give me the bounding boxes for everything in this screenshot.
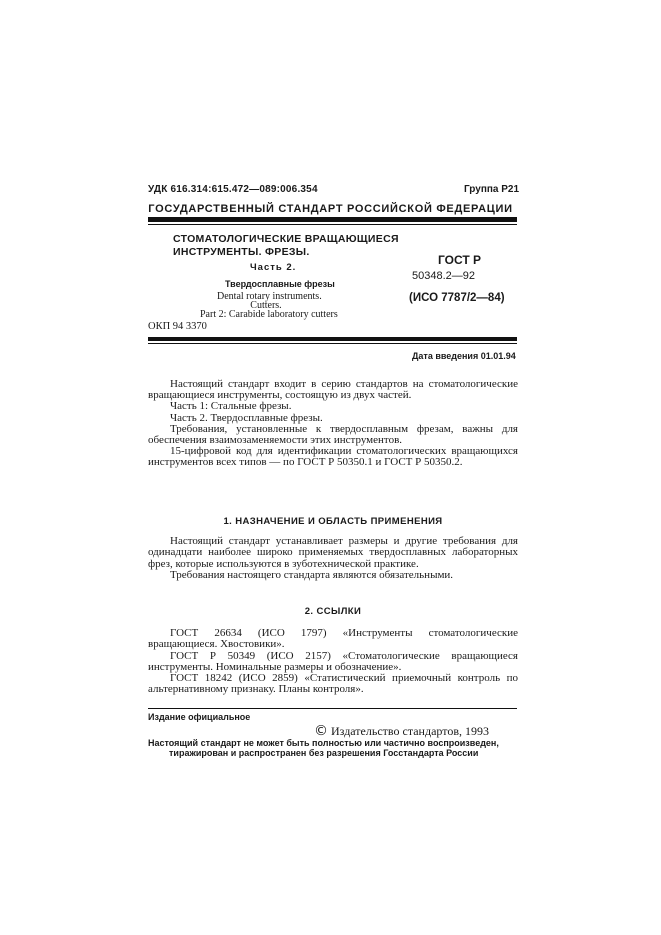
english-title-2: Cutters.	[250, 300, 282, 311]
intro-paragraph: Требования, установленные к твердосплавным фрезам, важны для обеспечения взаимозаменяемости этих инструментов.	[148, 422, 518, 447]
copyright-icon: ©	[314, 723, 328, 739]
title-line-1: СТОМАТОЛОГИЧЕСКИЕ ВРАЩАЮЩИЕСЯ	[173, 233, 399, 245]
introduction-date: Дата введения 01.01.94	[412, 351, 516, 361]
section-2	[148, 606, 518, 695]
bottom-rule-thin	[148, 343, 517, 344]
group-code: Группа Р21	[464, 184, 520, 195]
bottom-rule-thick	[148, 337, 517, 341]
section-1	[148, 516, 518, 581]
official-edition-label: Издание официальное	[148, 712, 251, 722]
section-1-paragraph: Настоящий стандарт устанавливает размеры и другие требования для одинадцати наиболее широко применяемых твердосплавных лабораторных фрез, которые используются в зуботехнической практике.	[148, 535, 518, 570]
title-line-2: ИНСТРУМЕНТЫ. ФРЕЗЫ.	[173, 246, 310, 258]
part-label: Часть 2.	[250, 262, 297, 273]
intro-paragraph: 15-цифровой код для идентификации стоматологических вращающихся инструментов всех типов — по ГОСТ Р 50350.1 и ГОСТ Р 50350.2.	[148, 445, 518, 469]
gost-number: 50348.2—92	[412, 270, 475, 282]
reproduction-notice-line-1: Настоящий стандарт не может быть полностью или частично воспроизведен,	[148, 738, 499, 748]
section-2-paragraph: ГОСТ Р 50349 (ИСО 2157) «Стоматологические вращающиеся инструменты. Номинальные размеры и обозначение».	[148, 649, 518, 673]
publisher-text: Издательство стандартов, 1993	[331, 724, 489, 738]
top-rule-thick	[148, 217, 517, 222]
publisher-line	[314, 723, 489, 739]
iso-number: (ИСО 7787/2—84)	[409, 292, 505, 304]
state-standard-heading: ГОСУДАРСТВЕННЫЙ СТАНДАРТ РОССИЙСКОЙ ФЕДЕРАЦИИ	[148, 203, 513, 215]
section-2-heading: 2. ССЫЛКИ	[304, 606, 362, 617]
footer-rule	[148, 708, 517, 709]
udk-code: УДК 616.314:615.472—089:006.354	[148, 184, 318, 195]
top-rule-thin	[148, 224, 517, 225]
gost-label: ГОСТ Р	[438, 253, 482, 267]
subtitle-ru: Твердосплавные фрезы	[225, 279, 335, 289]
section-2-paragraph: ГОСТ 18242 (ИСО 2859) «Статистический приемочный контроль по альтернативному признаку. Планы контроля».	[148, 672, 518, 696]
intro-block	[148, 379, 518, 469]
section-1-paragraph: Требования настоящего стандарта являются обязательными.	[170, 568, 454, 581]
reproduction-notice-line-2: тиражирован и распространен без разрешения Госстандарта России	[169, 748, 479, 758]
section-2-paragraph: ГОСТ 26634 (ИСО 1797) «Инструменты стоматологические вращающиеся. Хвостовики».	[148, 627, 518, 651]
intro-paragraph: Настоящий стандарт входит в серию стандартов на стоматологические вращающиеся инструменты, состоящую из двух частей.	[148, 378, 518, 402]
english-title-1: Dental rotary instruments.	[217, 291, 322, 302]
intro-paragraph: Часть 2. Твердосплавные фрезы.	[170, 411, 323, 424]
section-1-heading: 1. НАЗНАЧЕНИЕ И ОБЛАСТЬ ПРИМЕНЕНИЯ	[223, 516, 443, 527]
okp-code: ОКП 94 3370	[148, 321, 207, 332]
intro-paragraph: Часть 1: Стальные фрезы.	[170, 400, 292, 413]
english-title-3: Part 2: Carabide laboratory cutters	[200, 309, 338, 320]
